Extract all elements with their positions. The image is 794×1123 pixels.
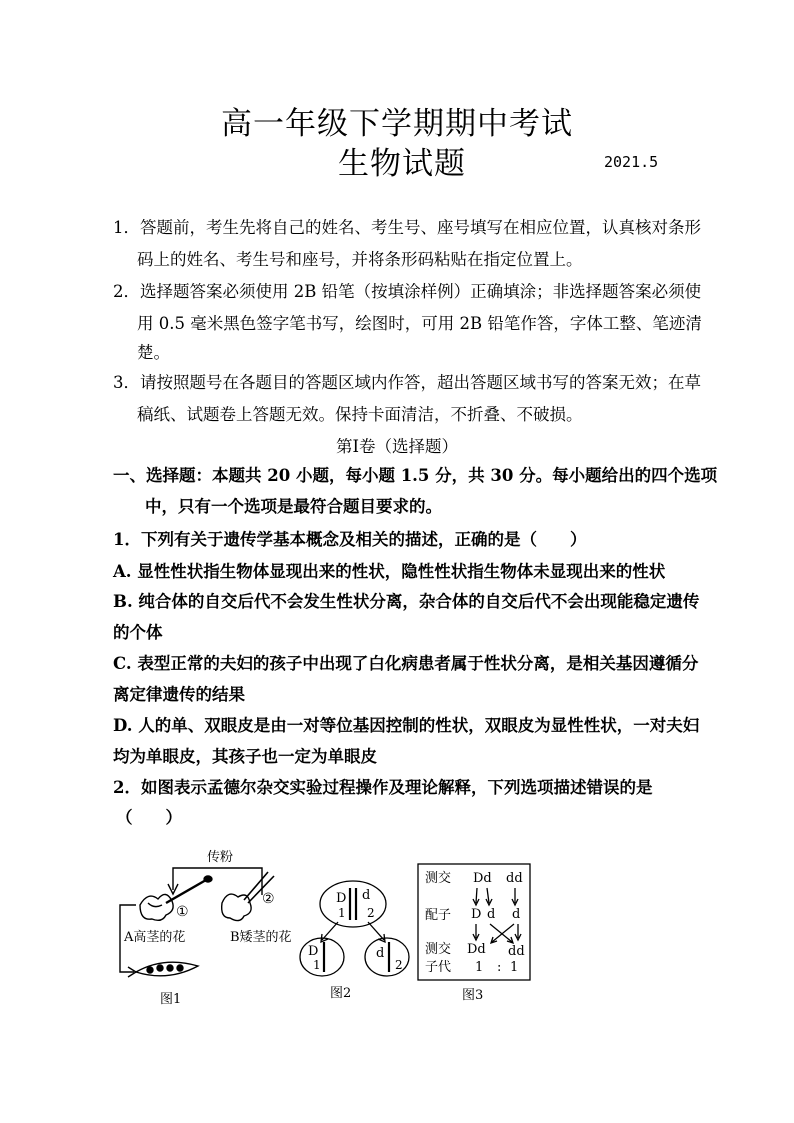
fig3-ratio-2: 1 [510,960,519,975]
fig2-caption: 图2 [330,986,352,1001]
q1-option-d-line-1: D. 人的单、双眼皮是由一对等位基因控制的性状，双眼皮为显性性状，一对夫妇 [113,716,700,735]
exam-title: 高一年级下学期期中考试 [221,106,573,142]
fig2-left-n: 1 [313,958,321,972]
q2-stem: 2．如图表示孟德尔杂交实验过程操作及理论解释，下列选项描述错误的是 [113,778,653,797]
exam-subject: 生物试题 [338,146,466,182]
fig1-pollination-label: 传粉 [207,850,234,865]
fig1-flower-b-icon [222,894,251,920]
fig1-flower-a-icon [140,894,173,920]
q1-option-d-line-2: 均为单眼皮，其孩子也一定为单眼皮 [113,747,377,766]
fig3-ratio-1: 1 [475,960,484,975]
figure-2 [300,881,409,1001]
instruction-2-line-2: 用 0.5 毫米黑色签字笔书写，绘图时，可用 2B 铅笔作答，字体工整、笔迹清 [137,314,702,333]
fig3-offspring-dd-upper: Dd [467,942,486,957]
instruction-1-line-1: 1．答题前，考生先将自己的姓名、考生号、座号填写在相应位置，认真核对条形 [113,218,701,237]
part-one-heading-line-2: 中，只有一个选项是最符合题目要求的。 [145,497,442,516]
q1-option-b-line-1: B. 纯合体的自交后代不会发生性状分离，杂合体的自交后代不会出现能稳定遗传 [113,592,700,611]
q1-stem: 1．下列有关于遗传学基本概念及相关的描述，正确的是（ ） [113,530,587,549]
exam-date: 2021.5 [604,153,659,171]
fig3-parent-dd-upper: Dd [473,871,492,886]
q1-option-b-line-2: 的个体 [113,623,163,642]
fig3-gamete-d: D [471,907,482,922]
fig1-label-b: B矮茎的花 [230,930,292,945]
fig3-offspring-dd-lower: dd [508,944,525,959]
q2-answer-paren: （ ） [116,808,182,827]
fig2-top-n1: 1 [338,906,346,920]
fig1-mark-2: ② [262,891,275,907]
fig2-left-allele: D [308,944,319,959]
fig3-row3-label-2: 子代 [425,960,452,975]
q1-option-c-line-2: 离定律遗传的结果 [113,685,245,704]
fig2-top-allele-d-upper: D [336,891,347,906]
fig3-row3-label-1: 测交 [425,942,452,957]
fig2-top-allele-d-lower: d [362,888,371,903]
figure-3 [418,864,530,1003]
fig3-gamete-d-lower: d [487,907,496,922]
fig2-top-n2: 2 [367,906,375,920]
instruction-2-line-1: 2．选择题答案必须使用 2B 铅笔（按填涂样例）正确填涂；非选择题答案必须使 [113,282,702,301]
fig3-parent-dd-lower: dd [506,871,523,886]
fig1-mark-1: ① [176,904,189,920]
fig3-gamete-d-lower-2: d [512,907,521,922]
fig2-parent-cell [320,881,386,927]
instruction-2-line-3: 楚。 [137,343,170,362]
fig2-right-allele: d [376,946,385,961]
part-one-heading-line-1: 一、选择题：本题共 20 小题，每小题 1.5 分，共 30 分。每小题给出的四个选项 [113,466,718,485]
section-title: 第Ⅰ卷（选择题） [335,437,459,456]
fig1-label-a: A高茎的花 [124,930,186,945]
fig3-ratio-colon: : [497,960,502,975]
figure-1 [120,849,292,1007]
fig3-caption: 图3 [462,988,484,1003]
instruction-3-line-1: 3．请按照题号在各题目的答题区域内作答，超出答题区域书写的答案无效；在草 [113,373,701,392]
fig2-gamete-left [300,938,344,976]
instruction-3-line-2: 稿纸、试题卷上答题无效。保持卡面清洁，不折叠、不破损。 [137,405,583,424]
fig3-row2-label: 配子 [425,908,452,923]
fig3-row1-label: 测交 [425,871,452,886]
instruction-1-line-2: 码上的姓名、考生号和座号，并将条形码粘贴在指定位置上。 [137,250,583,269]
q1-option-a: A. 显性性状指生物体显现出来的性状，隐性性状指生物体未显现出来的性状 [113,562,666,581]
q1-option-c-line-1: C. 表型正常的夫妇的孩子中出现了白化病患者属于性状分离，是相关基因遵循分 [113,654,699,673]
fig1-caption: 图1 [160,992,182,1007]
fig2-right-n: 2 [395,958,403,972]
